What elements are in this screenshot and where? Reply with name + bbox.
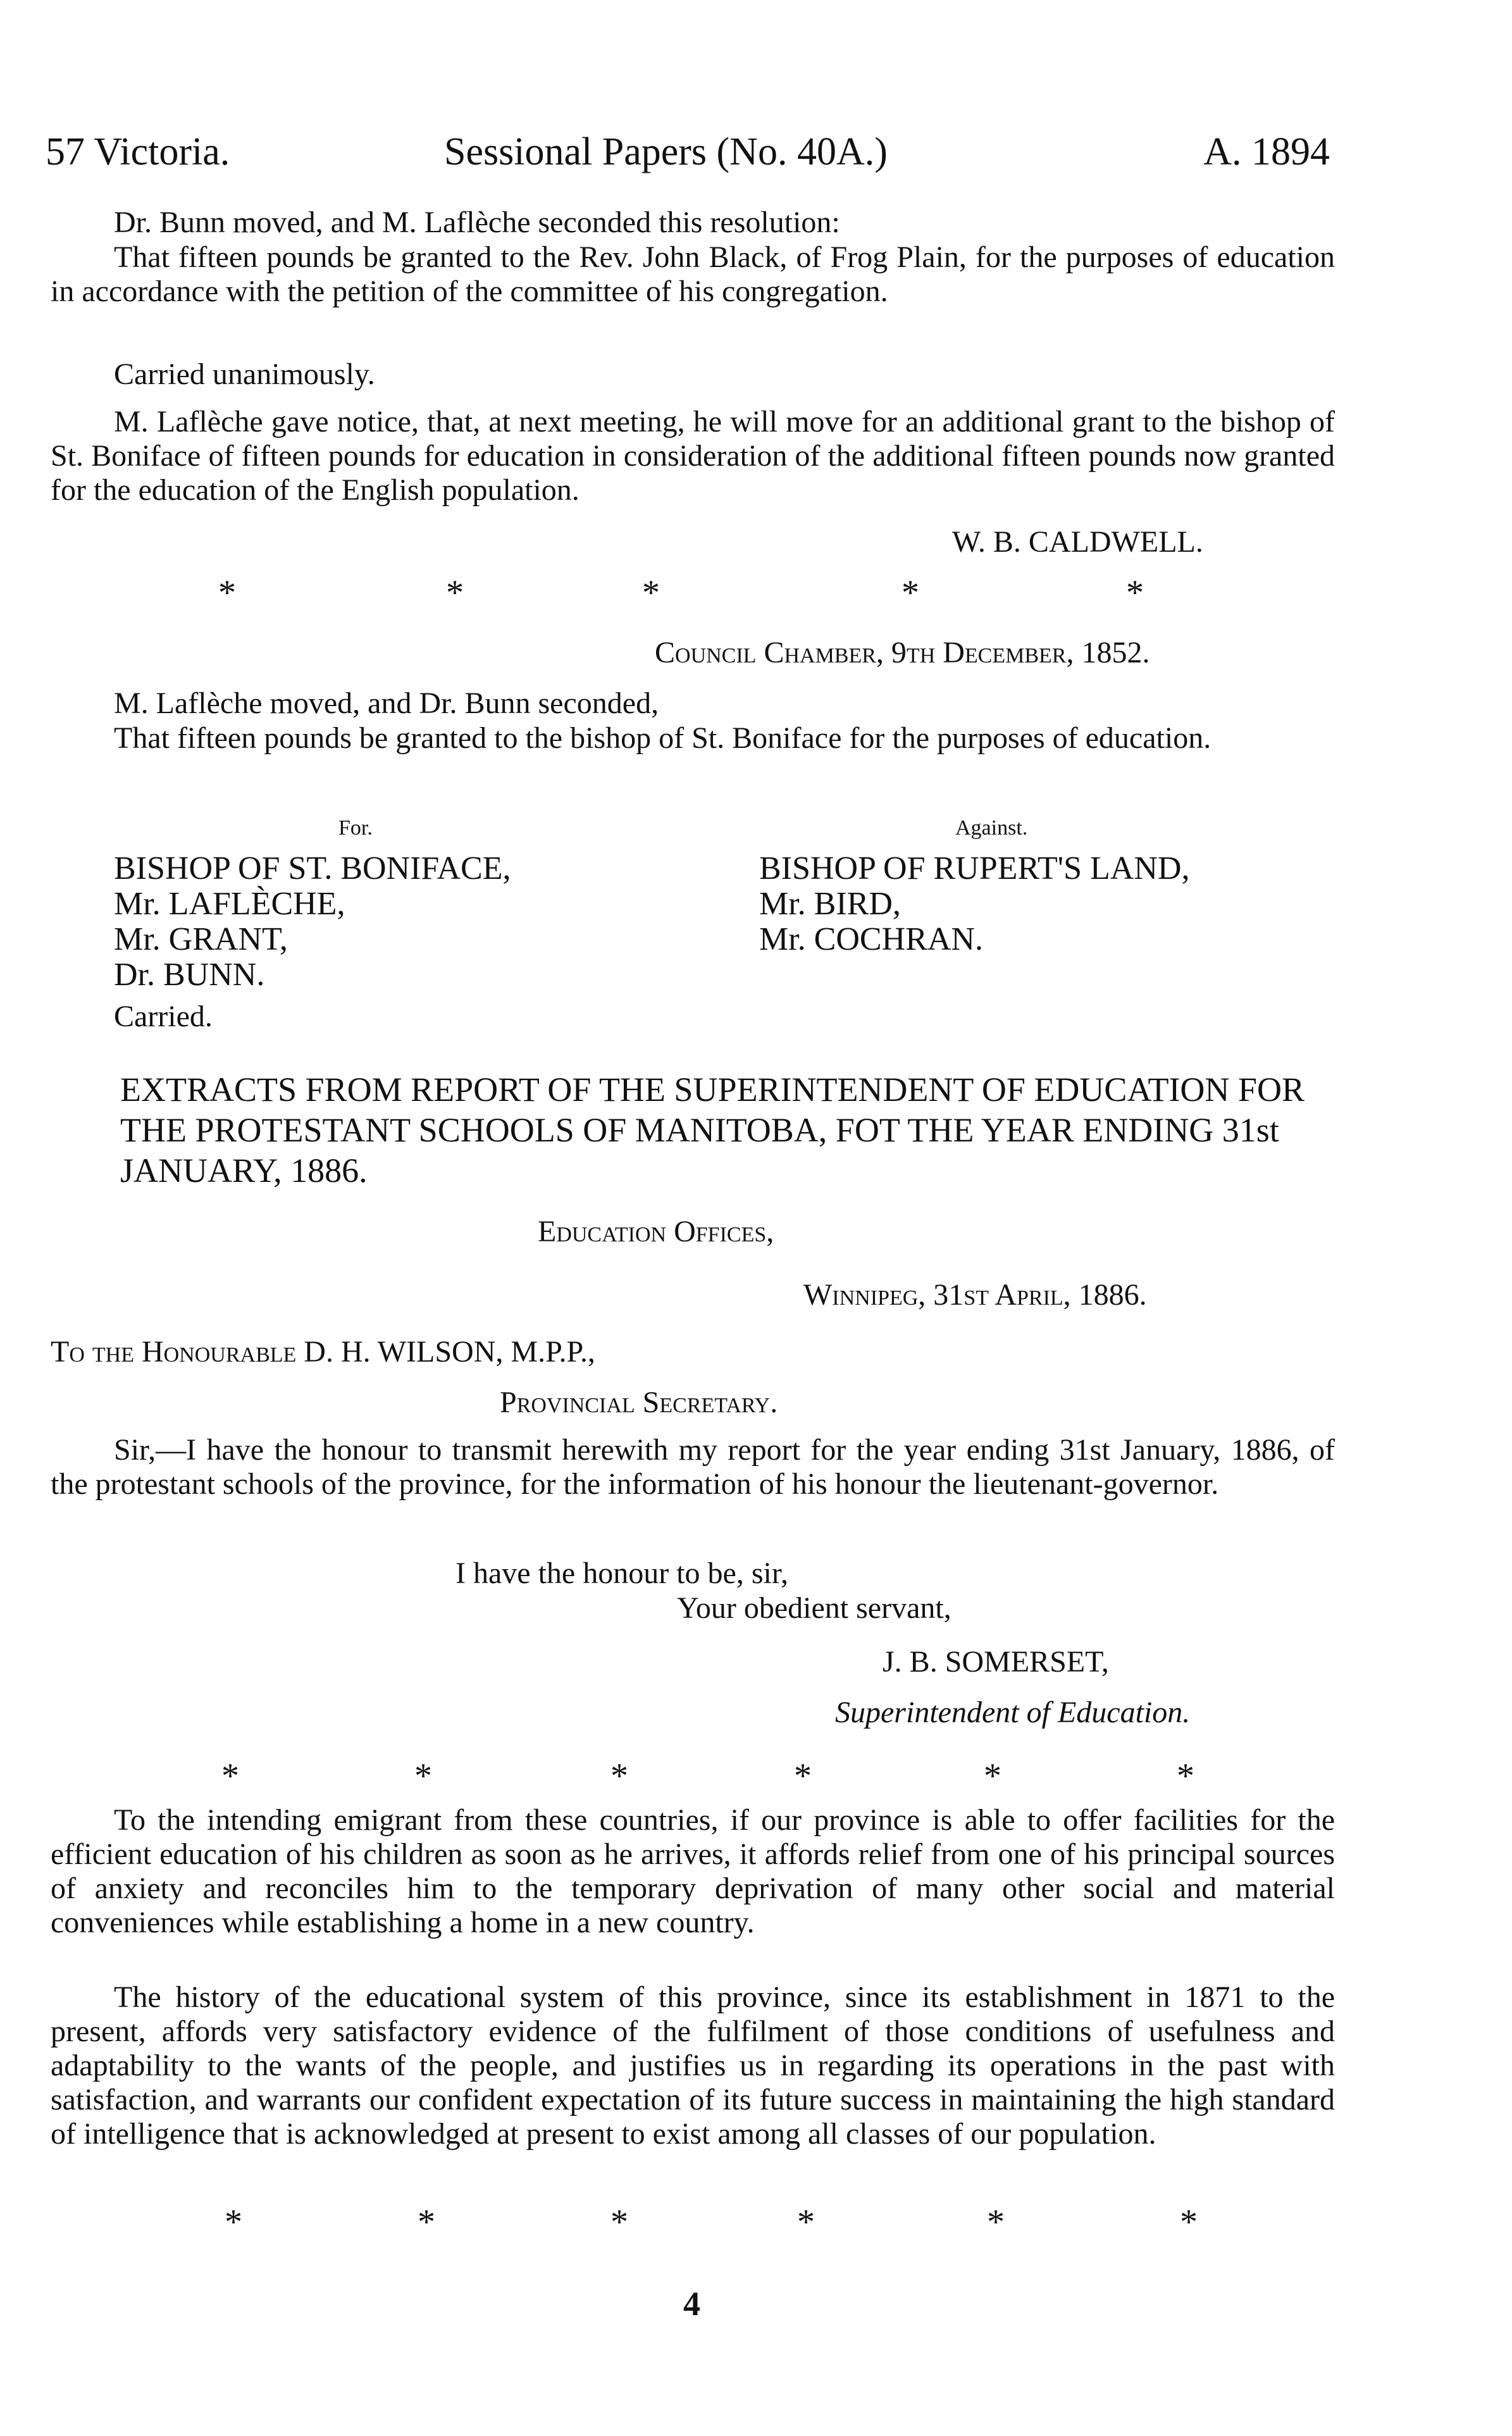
report-paragraph-history: The history of the educational system of this province, since its establishment in 1871 to the present, affords very satisfactory evidence of the fulfilment of those conditions of usefulness and adaptability to the wants of the people, and justifies us in regarding its operations in the past with satisfaction, and warrants our confident expectation of its future success in maintaining the high standard of intelligence that is acknowledged at present to exist among all classes of our population. [51, 1980, 1335, 2151]
separator-star: * [218, 573, 236, 612]
separator-star: * [225, 2203, 242, 2242]
vote-against-item: Mr. COCHRAN. [759, 921, 983, 957]
vote-against-heading: Against. [955, 816, 1028, 840]
vote-against-list [759, 851, 1189, 957]
motion-carried: Carried unanimously. [114, 357, 375, 391]
cover-letter: Sir,—I have the honour to transmit herewith my report for the year ending 31st January, 1886, of the protestant schools of the province, for the information of his honour the lieutenant-governor. [51, 1433, 1335, 1501]
separator-star: * [446, 573, 464, 612]
separator-star: * [414, 1756, 432, 1796]
vote-for-item: Mr. LAFLÈCHE, [114, 886, 345, 922]
header-title: Sessional Papers (No. 40A.) [444, 130, 888, 173]
notice-paragraph: M. Laflèche gave notice, that, at next meeting, he will move for an additional grant to the bishop of St. Boniface of fifteen pounds for education in consideration of the additional fifteen pounds now granted for the education of the English population. [51, 405, 1335, 507]
vote-for-item: Mr. GRANT, [114, 921, 288, 957]
separator-star: * [987, 2203, 1005, 2242]
education-offices: Education Offices, [538, 1215, 774, 1248]
signer-name: J. B. SOMERSET, [883, 1645, 1109, 1679]
vote-for-item: BISHOP OF ST. BONIFACE, [114, 850, 511, 886]
separator-star: * [610, 1756, 628, 1796]
separator-star: * [610, 2203, 628, 2242]
closing-line-2: Your obedient servant, [677, 1591, 951, 1625]
second-motion-carried: Carried. [114, 1000, 213, 1033]
extract-title: EXTRACTS FROM REPORT OF THE SUPERINTENDENT OF EDUCATION FOR THE PROTESTANT SCHOOLS OF MANITOBA, FOT THE YEAR ENDING 31st JANUARY, 1886. [120, 1071, 1304, 1190]
signer-title: Superintendent of Education. [835, 1696, 1191, 1729]
place-and-date: Winnipeg, 31st April, 1886. [803, 1278, 1147, 1312]
separator-star: * [221, 1756, 239, 1796]
header-volume: 57 Victoria. [46, 130, 230, 173]
motion-intro: Dr. Bunn moved, and M. Laflèche seconded this resolution: [114, 206, 840, 239]
separator-star: * [642, 573, 660, 612]
section-separator-3 [0, 2202, 1512, 2240]
running-header [46, 130, 1330, 180]
separator-star: * [984, 1756, 1001, 1796]
second-motion-resolution: That fifteen pounds be granted to the bishop of St. Boniface for the purposes of education. [114, 721, 1211, 755]
section-separator-1 [0, 573, 1512, 611]
page-number: 4 [683, 2285, 700, 2323]
header-year: A. 1894 [1203, 130, 1330, 173]
separator-star: * [1177, 1756, 1194, 1796]
separator-star: * [418, 2203, 435, 2242]
vote-for-item: Dr. BUNN. [114, 957, 265, 993]
separator-star: * [797, 2203, 815, 2242]
closing-line-1: I have the honour to be, sir, [455, 1557, 788, 1590]
second-motion-intro: M. Laflèche moved, and Dr. Bunn seconded, [114, 687, 659, 720]
motion-resolution: That fifteen pounds be granted to the Rev. John Black, of Frog Plain, for the purposes of education in accordance with the petition of the committee of his congregation. [51, 240, 1335, 308]
addressee-title: Provincial Secretary. [500, 1386, 778, 1419]
separator-star: * [1180, 2203, 1198, 2242]
signature-caldwell: W. B. CALDWELL. [952, 525, 1203, 559]
addressee-line: To the Honourable D. H. WILSON, M.P.P., [51, 1335, 595, 1369]
vote-for-heading: For. [338, 816, 373, 840]
section-separator-2 [0, 1756, 1512, 1794]
dateline-council-chamber: Council Chamber, 9th December, 1852. [655, 636, 1150, 669]
separator-star: * [794, 1756, 812, 1796]
separator-star: * [902, 573, 919, 612]
separator-star: * [1126, 573, 1144, 612]
vote-against-item: Mr. BIRD, [759, 886, 901, 922]
vote-against-item: BISHOP OF RUPERT'S LAND, [759, 850, 1190, 886]
vote-for-list [114, 851, 511, 993]
report-paragraph-emigrant: To the intending emigrant from these countries, if our province is able to offer facilities for the efficient education of his children as soon as he arrives, it affords relief from one of his principal sources of anxiety and reconciles him to the temporary deprivation of many other social and material conveniences while establishing a home in a new country. [51, 1803, 1335, 1939]
